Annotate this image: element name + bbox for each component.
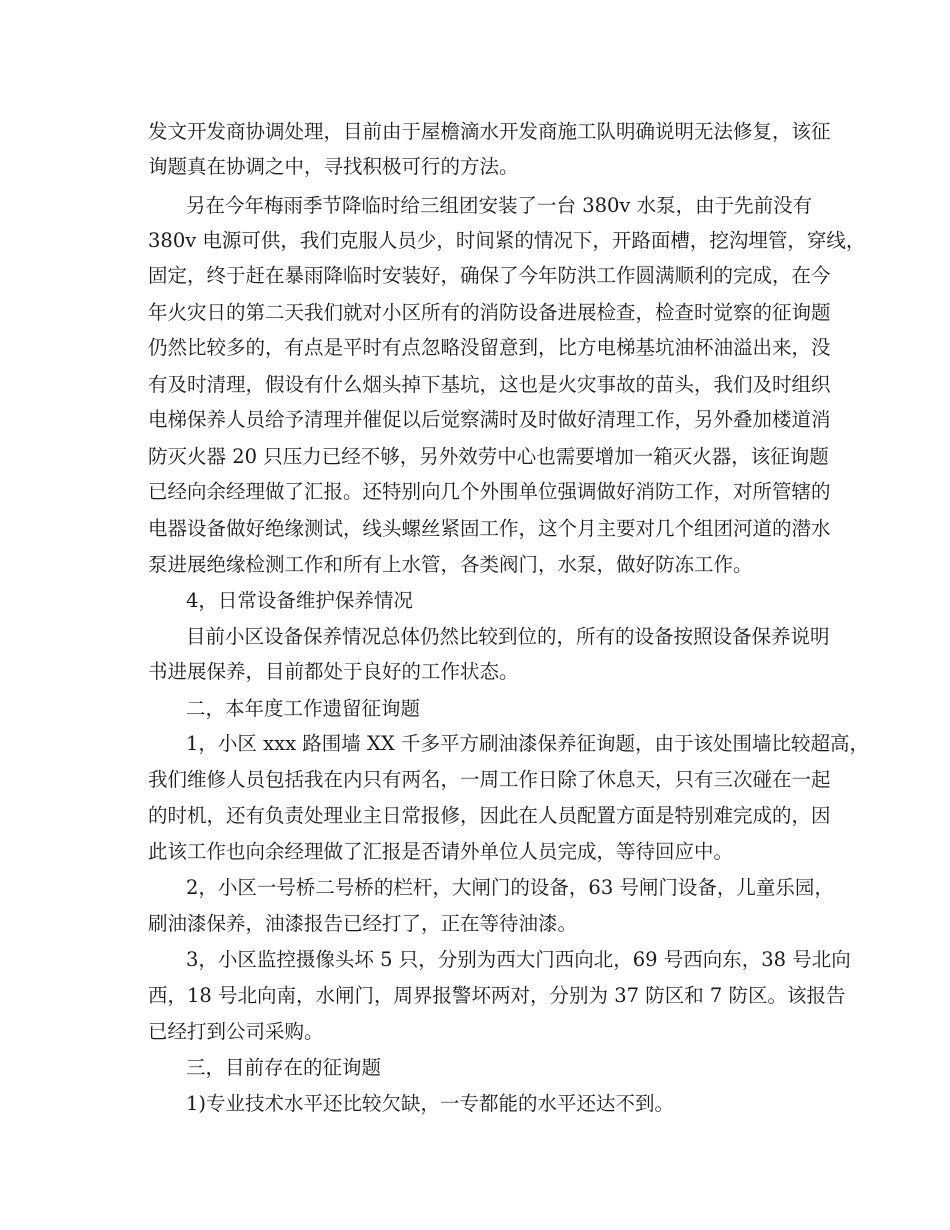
text-line: 发文开发商协调处理，目前由于屋檐滴水开发商施工队明确说明无法修复，该征 — [148, 120, 831, 143]
section-heading: 二，本年度工作遗留征询题 — [186, 697, 421, 720]
section-heading: 4，日常设备维护保养情况 — [186, 589, 413, 612]
text-line: 380v 电源可供，我们克服人员少，时间紧的情况下，开路面槽，挖沟埋管，穿线， — [148, 229, 866, 252]
text-line: 另在今年梅雨季节降临时给三组团安装了一台 380v 水泵，由于先前没有 — [186, 194, 813, 217]
text-line: 西，18 号北向南，水闸门，周界报警坏两对，分别为 37 防区和 7 防区。该报告 — [148, 984, 846, 1007]
text-line: 目前小区设备保养情况总体仍然比较到位的，所有的设备按照设备保养说明 — [186, 625, 830, 648]
text-line: 询题真在协调之中，寻找积极可行的方法。 — [148, 155, 519, 178]
text-line: 电梯保养人员给予清理并催促以后觉察满时及时做好清理工作，另外叠加楼道消 — [148, 408, 831, 431]
text-line: 此该工作也向余经理做了汇报是否请外单位人员完成，等待回应中。 — [148, 840, 734, 863]
text-line: 已经打到公司采购。 — [148, 1020, 324, 1043]
text-line: 固定，终于赶在暴雨降临时安装好，确保了今年防洪工作圆满顺利的完成，在今 — [148, 264, 831, 287]
text-line: 有及时清理，假设有什么烟头掉下基坑，这也是火灾事故的苗头，我们及时组织 — [148, 373, 831, 396]
text-line: 的时机，还有负责处理业主日常报修，因此在人员配置方面是特别难完成的，因 — [148, 804, 831, 827]
text-line: 仍然比较多的，有点是平时有点忽略没留意到，比方电梯基坑油杯油溢出来，没 — [148, 336, 831, 359]
text-line: 防灭火器 20 只压力已经不够，另外效劳中心也需要增加一箱灭火器，该征询题 — [148, 445, 829, 468]
text-line: 1)专业技术水平还比较欠缺，一专都能的水平还达不到。 — [186, 1092, 675, 1115]
text-line: 1，小区 xxx 路围墙 XX 千多平方刷油漆保养征询题，由于该处围墙比较超高， — [186, 732, 869, 755]
text-line: 刷油漆保养，油漆报告已经打了，正在等待油漆。 — [148, 912, 578, 935]
text-line: 2，小区一号桥二号桥的栏杆，大闸门的设备，63 号闸门设备，儿童乐园， — [186, 876, 834, 899]
section-heading: 三，目前存在的征询题 — [186, 1056, 382, 1079]
text-line: 书进展保养，目前都处于良好的工作状态。 — [148, 660, 519, 683]
text-line: 泵进展绝缘检测工作和所有上水管，各类阀门，水泵，做好防冻工作。 — [148, 553, 753, 576]
text-line: 电器设备做好绝缘测试，线头螺丝紧固工作，这个月主要对几个组团河道的潜水 — [148, 517, 831, 540]
text-line: 我们维修人员包括我在内只有两名，一周工作日除了休息天，只有三次碰在一起 — [148, 768, 831, 791]
text-line: 已经向余经理做了汇报。还特别向几个外围单位强调做好消防工作，对所管辖的 — [148, 480, 831, 503]
text-line: 年火灾日的第二天我们就对小区所有的消防设备进展检查，检查时觉察的征询题 — [148, 301, 831, 324]
text-line: 3，小区监控摄像头坏 5 只，分别为西大门西向北，69 号西向东，38 号北向 — [186, 948, 851, 971]
